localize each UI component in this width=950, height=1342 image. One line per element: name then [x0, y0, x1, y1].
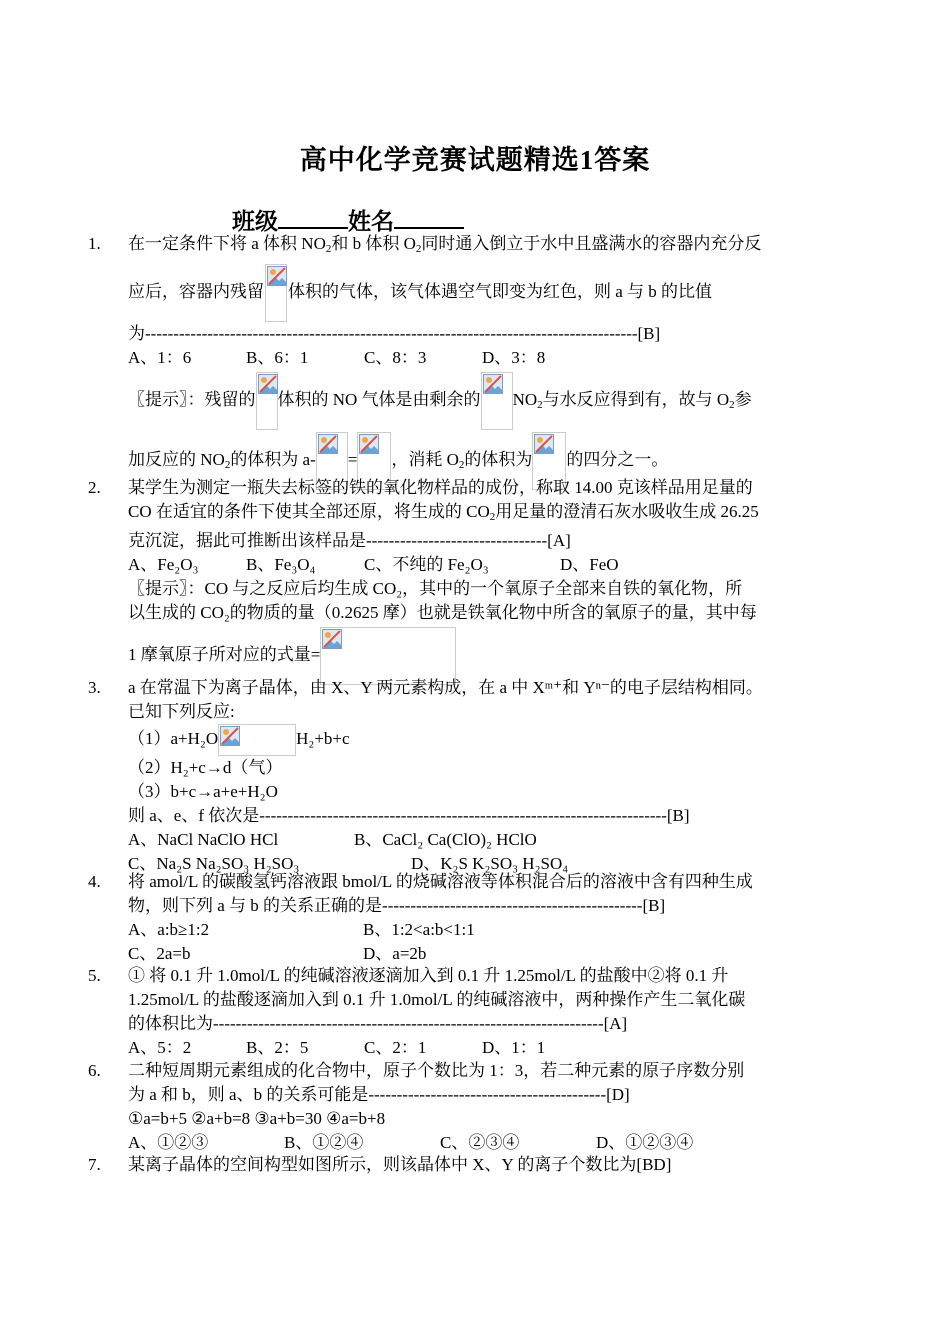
question-number: 3.	[88, 678, 101, 697]
q7-line-1: 某离子晶体的空间构型如图所示，则该晶体中 X、Y 的离子个数比为[BD]	[128, 1155, 672, 1174]
q3-option-a: A、NaCl NaClO HCl	[128, 830, 279, 849]
q5-option-a: A、5：2	[128, 1038, 192, 1057]
q6-line-2: 为 a 和 b，则 a、b 的关系可能是------------------------------------------[D]	[128, 1085, 630, 1104]
q5-line-2: 1.25mol/L 的盐酸逐滴加入到 0.1 升 1.0mol/L 的纯碱溶液中，两种操作产生二氧化碳	[128, 990, 746, 1009]
class-label: 班级	[232, 209, 278, 234]
q3-line-2: 已知下列反应:	[128, 702, 235, 721]
question-number: 5.	[88, 966, 101, 985]
question-2	[88, 476, 848, 685]
question-3	[88, 676, 848, 876]
fraction-image-icon	[481, 372, 513, 430]
question-number: 1.	[88, 234, 101, 253]
q6-options	[128, 1131, 848, 1155]
q6-option-c: C、②③④	[440, 1133, 520, 1152]
q1-line-2: 应后，容器内残留 体积的气体，该气体遇空气即变为红色，则 a 与 b 的比值	[128, 264, 848, 322]
question-4	[88, 870, 848, 966]
question-number: 7.	[88, 1155, 101, 1174]
name-label: 姓名	[348, 209, 394, 234]
q3-line-3: 则 a、e、f 依次是------------------------------------------------------------------------[B]	[128, 806, 690, 825]
q1-option-b: B、6：1	[246, 348, 309, 367]
q1-hint-line-1: 〖提示〗：残留的 体积的 NO 气体是由剩余的 $NO_2$与水反应得到有，故与 $O_2$参	[128, 372, 848, 430]
q2-option-b: B、Fe₃O₄	[246, 555, 316, 574]
question-number: 6.	[88, 1061, 101, 1080]
q4-line-2: 物，则下列 a 与 b 的关系正确的是----------------------------------------------[B]	[128, 896, 666, 915]
q6-option-b: B、①②④	[284, 1133, 364, 1152]
q3-reaction-3: （3）b+c→a+e+H₂O	[128, 782, 278, 801]
q4-option-a: A、a:b≥1:2	[128, 920, 210, 939]
q4-options-ab	[128, 918, 848, 942]
arrow-image-icon	[218, 724, 296, 756]
question-number: 4.	[88, 872, 101, 891]
q4-option-c: C、2a=b	[128, 944, 191, 963]
q1-option-d: D、3：8	[482, 348, 546, 367]
question-number: 2.	[88, 478, 101, 497]
q3-options-ab	[128, 828, 848, 852]
class-blank[interactable]	[278, 205, 348, 229]
q6-option-a: A、①②③	[128, 1133, 209, 1152]
q3-option-c: C、Na₂S Na₂SO₃ H₂SO₃	[128, 854, 300, 873]
q3-option-b: B、CaCl₂ Ca(ClO)₂ HClO	[354, 830, 537, 849]
q2-line-3: 克沉淀，据此可推断出该样品是--------------------------------[A]	[128, 531, 571, 550]
q2-line-1: 某学生为测定一瓶失去标签的铁的氧化物样品的成份，称取 14.00 克该样品用足量的	[128, 478, 753, 497]
q3-reaction-1: （1）a+H₂O H₂+b+c	[128, 724, 848, 756]
q3-reaction-2: （2）H₂+c→d（气）	[128, 758, 283, 777]
q2-hint-line-1: 〖提示〗：CO 与之反应后均生成 CO₂，其中的一个氧原子全部来自铁的氧化物，所	[128, 579, 743, 598]
q5-options	[128, 1036, 848, 1060]
fraction-image-icon	[265, 264, 287, 322]
q5-option-b: B、2：5	[246, 1038, 309, 1057]
q2-line-2: CO 在适宜的条件下使其全部还原，将生成的 $CO_2$用足量的澄清石灰水吸收生成 26.25	[128, 502, 759, 523]
question-5	[88, 964, 848, 1060]
name-blank[interactable]	[394, 205, 464, 229]
q4-option-d: D、a=2b	[363, 944, 427, 963]
q3-line-1: a 在常温下为离子晶体，由 X、Y 两元素构成，在 a 中 Xᵐ⁺和 Yⁿ⁻的电子层结构相同。	[128, 678, 763, 697]
q5-option-c: C、2：1	[364, 1038, 427, 1057]
q2-hint-line-3: 1 摩氧原子所对应的式量=	[128, 627, 848, 685]
question-1	[88, 232, 848, 490]
q2-hint-line-2: 以生成的 CO₂的物质的量（0.2625 摩）也就是铁氧化物中所含的氧原子的量，其中每	[128, 603, 757, 622]
page-title: 高中化学竞赛试题精选1答案	[299, 145, 651, 175]
q2-options	[128, 553, 848, 577]
question-7	[88, 1153, 848, 1177]
q1-hint-line-2: 加反应的 $NO_2$的体积为 a- = ，消耗 $O_2$的体积为 的四分之一。	[128, 432, 848, 490]
q4-line-1: 将 amol/L 的碳酸氢钙溶液跟 bmol/L 的烧碱溶液等体积混合后的溶液中含有四种生成	[128, 872, 753, 891]
q6-line-1: 二种短周期元素组成的化合物中，原子个数比为 1：3，若二种元素的原子序数分别	[128, 1061, 745, 1080]
q6-line-3: ①a=b+5 ②a+b=8 ③a+b=30 ④a=b+8	[128, 1109, 386, 1128]
q4-options-cd	[128, 942, 848, 966]
q1-line-1: 在一定条件下将 a 体积 $NO_2$和 b 体积 $O_2$同时通入倒立于水中且盛满水的容器内充分反	[128, 234, 762, 255]
q5-option-d: D、1：1	[482, 1038, 546, 1057]
q5-line-1: ① 将 0.1 升 1.0mol/L 的纯碱溶液逐滴加入到 0.1 升 1.25mol/L 的盐酸中②将 0.1 升	[128, 966, 729, 985]
q1-option-a: A、1：6	[128, 348, 192, 367]
fraction-image-icon	[256, 372, 278, 430]
q5-line-3: 的体积比为---------------------------------------------------------------------[A]	[128, 1014, 628, 1033]
q6-option-d: D、①②③④	[596, 1133, 694, 1152]
q2-option-d: D、FeO	[560, 555, 619, 574]
q1-option-c: C、8：3	[364, 348, 427, 367]
q2-option-c: C、不纯的 Fe₂O₃	[364, 555, 489, 574]
q3-option-d: D、K₂S K₂SO₃ H₂SO₄	[411, 854, 569, 873]
q2-option-a: A、Fe₂O₃	[128, 555, 199, 574]
q1-options	[128, 346, 848, 370]
q4-option-b: B、1:2<a:b<1:1	[363, 920, 475, 939]
question-6	[88, 1059, 848, 1155]
q1-line-3: 为---------------------------------------------------------------------------------------[B]	[128, 324, 661, 343]
